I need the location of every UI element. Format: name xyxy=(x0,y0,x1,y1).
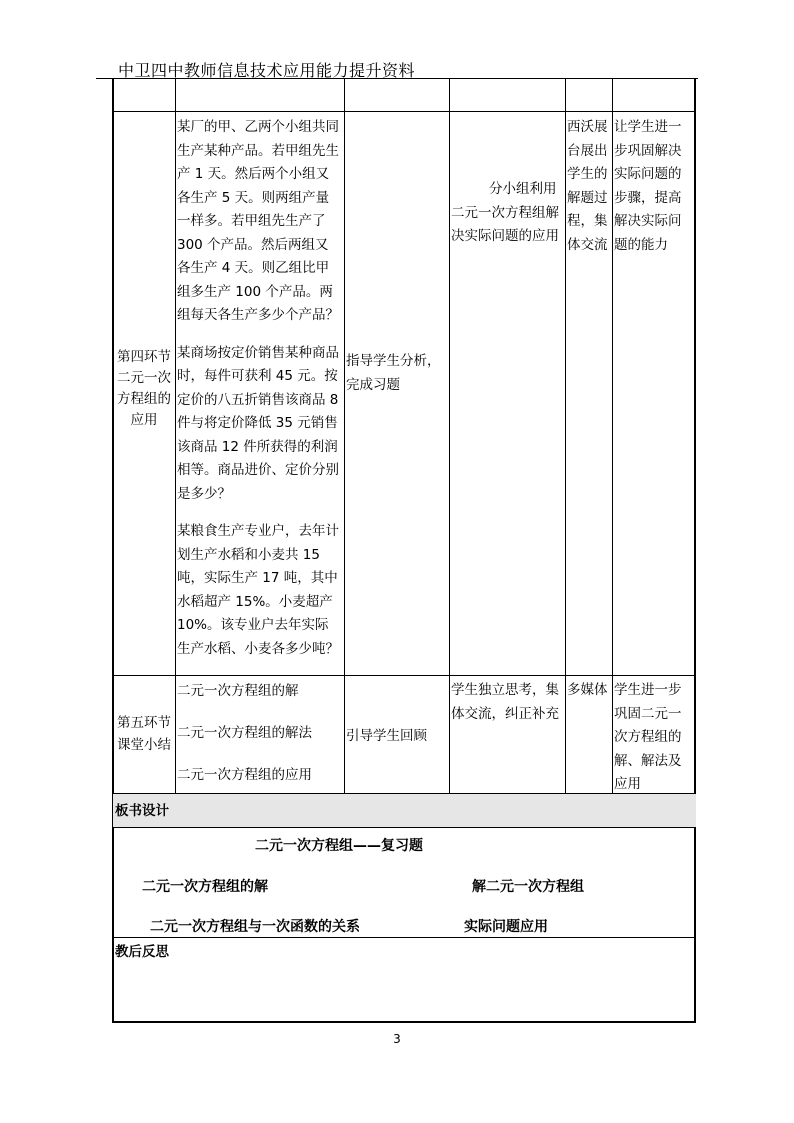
row5-stage xyxy=(113,712,175,756)
board-title: 二元一次方程组——复习题 xyxy=(255,838,423,854)
col-line-1b xyxy=(175,675,176,793)
stage-line: 第五环节 xyxy=(117,715,171,731)
stage-line: 方程组的 xyxy=(117,391,171,407)
row5-teacher: 引导学生回顾 xyxy=(346,728,427,744)
row-line-1 xyxy=(112,111,696,112)
summary-item: 二元一次方程组的解 xyxy=(177,683,299,699)
row4-teacher: 指导学生分析，完成习题 xyxy=(346,353,441,393)
stage-line: 课堂小结 xyxy=(117,737,171,753)
row5-student: 学生独立思考，集体交流，纠正补充 xyxy=(451,682,559,722)
page-header: 中卫四中教师信息技术应用能力提升资料 xyxy=(118,61,416,80)
summary-item: 二元一次方程组的解法 xyxy=(177,725,312,741)
row4-student: 分小组利用二元一次方程组解决实际问题的应用 xyxy=(451,181,559,244)
problem-2: 某商场按定价销售某种商品时，每件可获利 45 元。按定价的八五折销售该商品 8 件与将定价降低 35 元销售该商品 12 件所获得的利润相等。商品进价、定价分别是多少？ xyxy=(177,344,339,502)
board-item-solution: 二元一次方程组的解 xyxy=(142,879,268,895)
summary-item: 二元一次方程组的应用 xyxy=(177,767,312,783)
stage-line: 第四环节 xyxy=(117,349,171,365)
col-line-4 xyxy=(565,78,566,793)
row4-media: 西沃展台展出学生的解题过程，集体交流 xyxy=(567,119,608,253)
stage-line: 应用 xyxy=(130,412,158,428)
problem-3: 某粮食生产专业户，去年计划生产水稻和小麦共 15 吨，实际生产 17 吨，其中水稻超产 15%。小麦超产 10%。该专业户去年实际生产水稻、小麦各多少吨？ xyxy=(177,523,339,657)
page-number: 3 xyxy=(393,1032,401,1046)
row-line-4 xyxy=(112,827,696,828)
reflection-label: 教后反思 xyxy=(115,944,169,960)
row5-intent: 学生进一步巩固二元一次方程组的解、解法及应用 xyxy=(614,682,682,792)
col-line-3 xyxy=(449,78,450,793)
stage-line: 二元一次 xyxy=(117,370,171,386)
col-line-1 xyxy=(175,78,176,675)
row-line-5 xyxy=(112,937,696,938)
board-item-function: 二元一次方程组与一次函数的关系 xyxy=(150,919,360,935)
board-item-solving: 解二元一次方程组 xyxy=(472,879,584,895)
row4-intent: 让学生进一步巩固解决实际问题的步骤，提高解决实际问题的能力 xyxy=(614,119,682,253)
row-line-2 xyxy=(112,675,696,676)
board-item-application: 实际问题应用 xyxy=(464,919,548,935)
row4-stage xyxy=(113,347,175,431)
col-line-5 xyxy=(612,78,613,793)
row5-media: 多媒体 xyxy=(567,682,608,698)
row4-problems xyxy=(177,116,341,661)
problem-1: 某厂的甲、乙两个小组共同生产某种产品。若甲组先生产 1 天。然后两个小组又各生产 5 天。则两组产量一样多。若甲组先生产了 300 个产品。然后两组又各生产 4 天。则乙组比甲组多生产 100 个产品。两组每天各生产多少个产品？ xyxy=(177,119,339,323)
board-label: 板书设计 xyxy=(115,803,169,819)
col-line-2 xyxy=(344,78,345,793)
row5-content xyxy=(177,679,341,787)
